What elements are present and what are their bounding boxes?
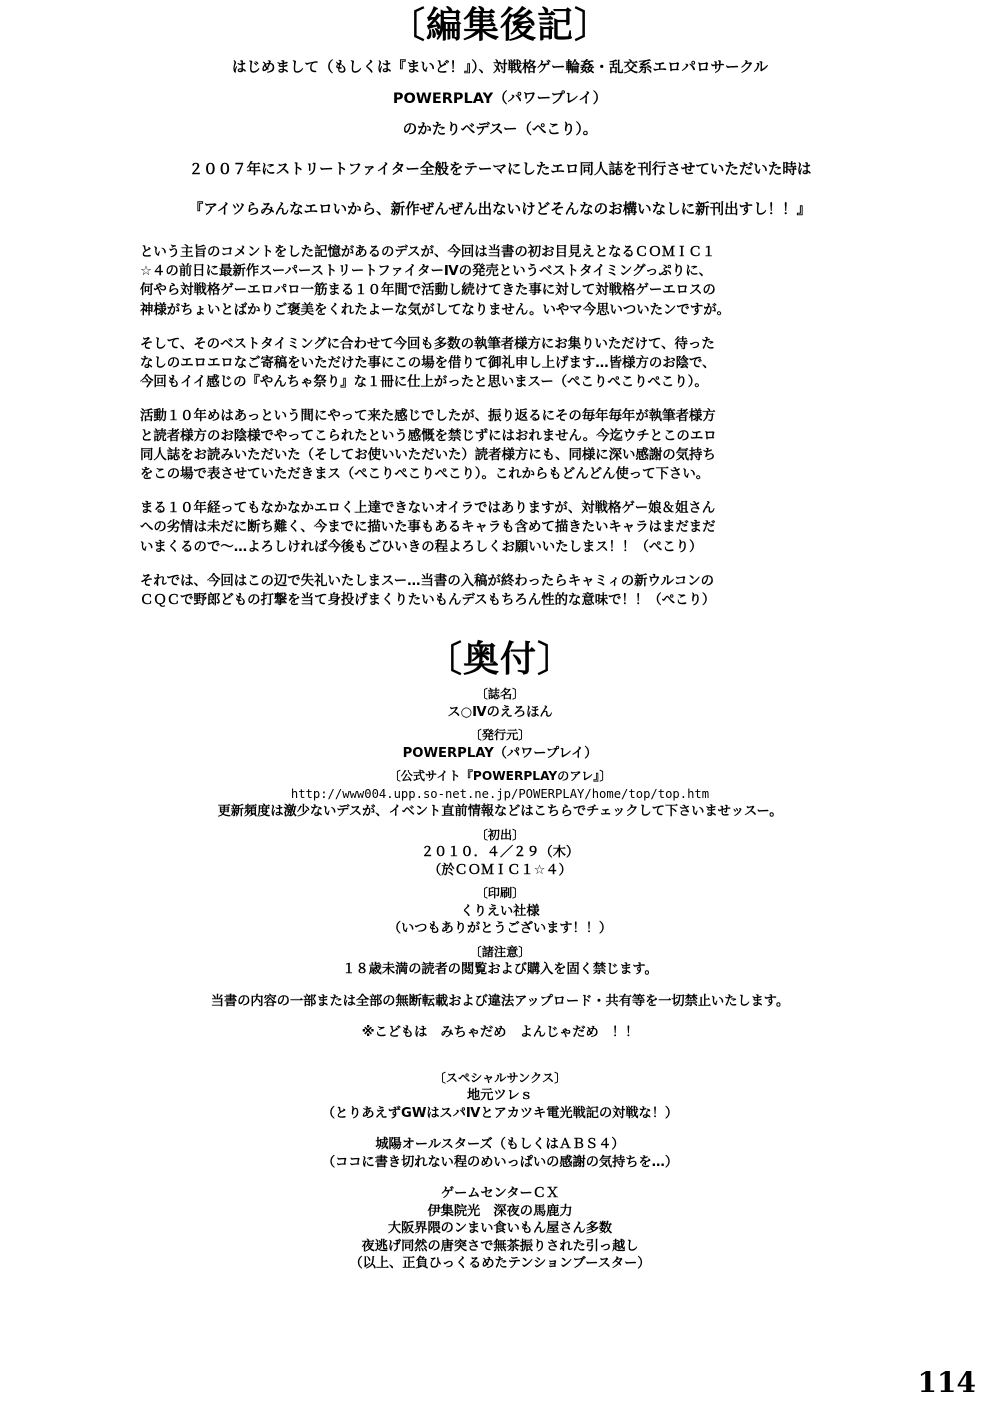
colophon-value: くりえい社様: [460, 903, 540, 919]
colophon-site: [0, 768, 1000, 821]
colophon-value: 地元ツレｓ: [467, 1088, 533, 1103]
intro-line: のかたりべデスー（ぺこり）。: [402, 122, 598, 138]
paragraph-line: なしのエロエロなご寄稿をいただけた事にこの場を借りて御礼申し上げます…皆様方のお陰で、: [140, 356, 716, 372]
intro-line: POWERPLAY（パワープレイ）: [392, 91, 608, 107]
intro-line: はじめまして（もしくは『まいど！』）、対戦格ゲー輪姦・乱交系エロパロサークル: [231, 60, 769, 76]
colophon-value: （いつもありがとうございます！！）: [387, 921, 613, 936]
afterword-body: [140, 243, 840, 625]
colophon-title: [0, 686, 1000, 721]
colophon-value: （以上、正負ひっくるめたテンションブースター）: [349, 1256, 651, 1271]
spacer: [0, 1010, 1000, 1024]
colophon-value: ２０１０．４／２９（木）: [420, 845, 580, 860]
afterword-heading: 〔編集後記〕: [388, 5, 611, 46]
site-url: http://www004.upp.so-net.ne.jp/POWERPLAY/home/top/top.htm: [290, 786, 710, 801]
colophon-caution: [0, 944, 1000, 1042]
colophon-value: 夜逃げ同然の唐突さで無茶振りされた引っ越し: [361, 1238, 639, 1254]
colophon-value: （とりあえずGWはスパⅣとアカツキ電光戦記の対戦な！）: [321, 1105, 679, 1121]
colophon-value: 更新頻度は激少ないデスが、イベント直前情報などはこちらでチェックして下さいませッスー。: [217, 804, 783, 819]
paragraph-line: そして、そのベストタイミングに合わせて今回も多数の執筆者様方にお集りいただけて、待った: [140, 336, 715, 352]
afterword-paragraph: [140, 335, 840, 393]
colophon-value: 当書の内容の一部または全部の無断転載および違法アップロード・共有等を一切禁止いたします。: [210, 993, 790, 1009]
afterword-paragraph: [140, 407, 840, 484]
colophon-label: 〔印刷〕: [475, 886, 525, 900]
paragraph-line: という主旨のコメントをした記憶があるのデスが、今回は当書の初お目見えとなるＣＯＭＩＣ１: [140, 245, 716, 260]
colophon-publisher: [0, 727, 1000, 762]
paragraph-line: ＣＱＣで野郎どもの打撃を当て身投げまくりたいもんデスもちろん性的な意味で！！（ぺこり）: [140, 593, 716, 609]
paragraph-line: いまくるので～…よろしければ今後もごひいきの程よろしくお願いいたしまス！！（ぺこり）: [140, 539, 703, 555]
colophon-printer: [0, 885, 1000, 938]
colophon-value: ス○Ⅳのえろほん: [447, 704, 553, 720]
colophon-label: 〔公式サイト『POWERPLAYのアレ』〕: [388, 769, 612, 783]
colophon-first-edition: [0, 827, 1000, 880]
afterword-paragraph: [140, 243, 840, 320]
paragraph-line: まる１０年経ってもなかなかエロく上達できないオイラではありますが、対戦格ゲー娘＆姐さん: [140, 501, 716, 517]
paragraph-line: 何やら対戦格ゲーエロパロ一筋まる１０年間で活動し続けてきた事に対して対戦格ゲーエロスの: [140, 283, 716, 299]
paragraph-line: 神様がちょいとばかりご褒美をくれたよーな気がしてなりません。いやマ今思いついたンですが。: [140, 302, 730, 318]
intro-line: ２００７年にストリートファイター全般をテーマにしたエロ同人誌を刊行させていただいた時は: [188, 162, 812, 178]
paragraph-line: 同人誌をお読みいただいた（そしてお使いいただいた）読者様方にも、同様に深い感謝の気持ち: [140, 447, 716, 463]
paragraph-line: をこの場で表させていただきまス（ぺこりぺこりぺこり）。これからもどんどん使って下さい。: [140, 467, 710, 483]
colophon-value: １８歳未満の読者の閲覧および購入を固く禁じます。: [342, 962, 658, 977]
intro-line: 『アイツらみんなエロいから、新作ぜんぜん出ないけどそんなのお構いなしに新刊出すし！！』: [188, 202, 812, 218]
colophon-value: POWERPLAY（パワープレイ）: [402, 745, 598, 761]
paragraph-line: 今回もイイ感じの『やんちゃ祭り』な１冊に仕上がったと思いまスー（ぺこりぺこりぺこり）。: [140, 375, 708, 391]
colophon-label: 〔スペシャルサンクス〕: [433, 1070, 567, 1085]
spacer: [0, 1048, 1000, 1070]
special-thanks-group: [0, 1185, 1000, 1273]
colophon-value: 大阪界隈のンまい食いもん屋さん多数: [387, 1221, 613, 1236]
colophon: [0, 686, 1000, 1287]
special-thanks-group: [0, 1136, 1000, 1171]
colophon-value: （於ＣＯＭＩＣ１☆４）: [428, 862, 572, 878]
colophon-label: 〔誌名〕: [475, 687, 525, 701]
paragraph-line: への劣情は未だに断ち難く、今までに描いた事もあるキャラも含めて描きたいキャラはまだまだ: [140, 520, 716, 536]
afterword-intro: [0, 58, 1000, 231]
special-thanks-group: [0, 1070, 1000, 1123]
colophon-value: 城陽オールスターズ（もしくはＡＢＳ４）: [375, 1137, 625, 1152]
colophon-value: 伊集院光 深夜の馬鹿力: [427, 1203, 573, 1219]
colophon-value: ゲームセンターＣＸ: [440, 1186, 560, 1201]
colophon-label: 〔初出〕: [475, 827, 525, 842]
colophon-heading: 〔奥付〕: [425, 639, 574, 680]
spacer: [0, 979, 1000, 993]
page-number: 114: [917, 1366, 976, 1399]
afterword-paragraph: [140, 499, 840, 557]
paragraph-line: それでは、今回はこの辺で失礼いたしまスー…当書の入稿が終わったらキャミィの新ウルコンの: [140, 573, 715, 589]
paragraph-line: と読者様方のお陰様でやってこられたという感慨を禁じずにはおれません。今迄ウチとこのエロ: [140, 428, 717, 444]
colophon-value: ※こどもは みちゃだめ よんじゃだめ ！！: [361, 1025, 639, 1040]
colophon-label: 〔諸注意〕: [469, 944, 531, 959]
colophon-value: （ココに書き切れない程のめいっぱいの感謝の気持ちを…）: [321, 1154, 679, 1170]
colophon-label: 〔発行元〕: [469, 728, 531, 742]
afterword-paragraph: [140, 572, 840, 610]
paragraph-line: ☆４の前日に最新作スーパーストリートファイターⅣの発売というベストタイミングっぷりに、: [140, 264, 712, 280]
paragraph-line: 活動１０年めはあっという間にやって来た感じでしたが、振り返るにその毎年毎年が執筆者様方: [140, 409, 716, 425]
